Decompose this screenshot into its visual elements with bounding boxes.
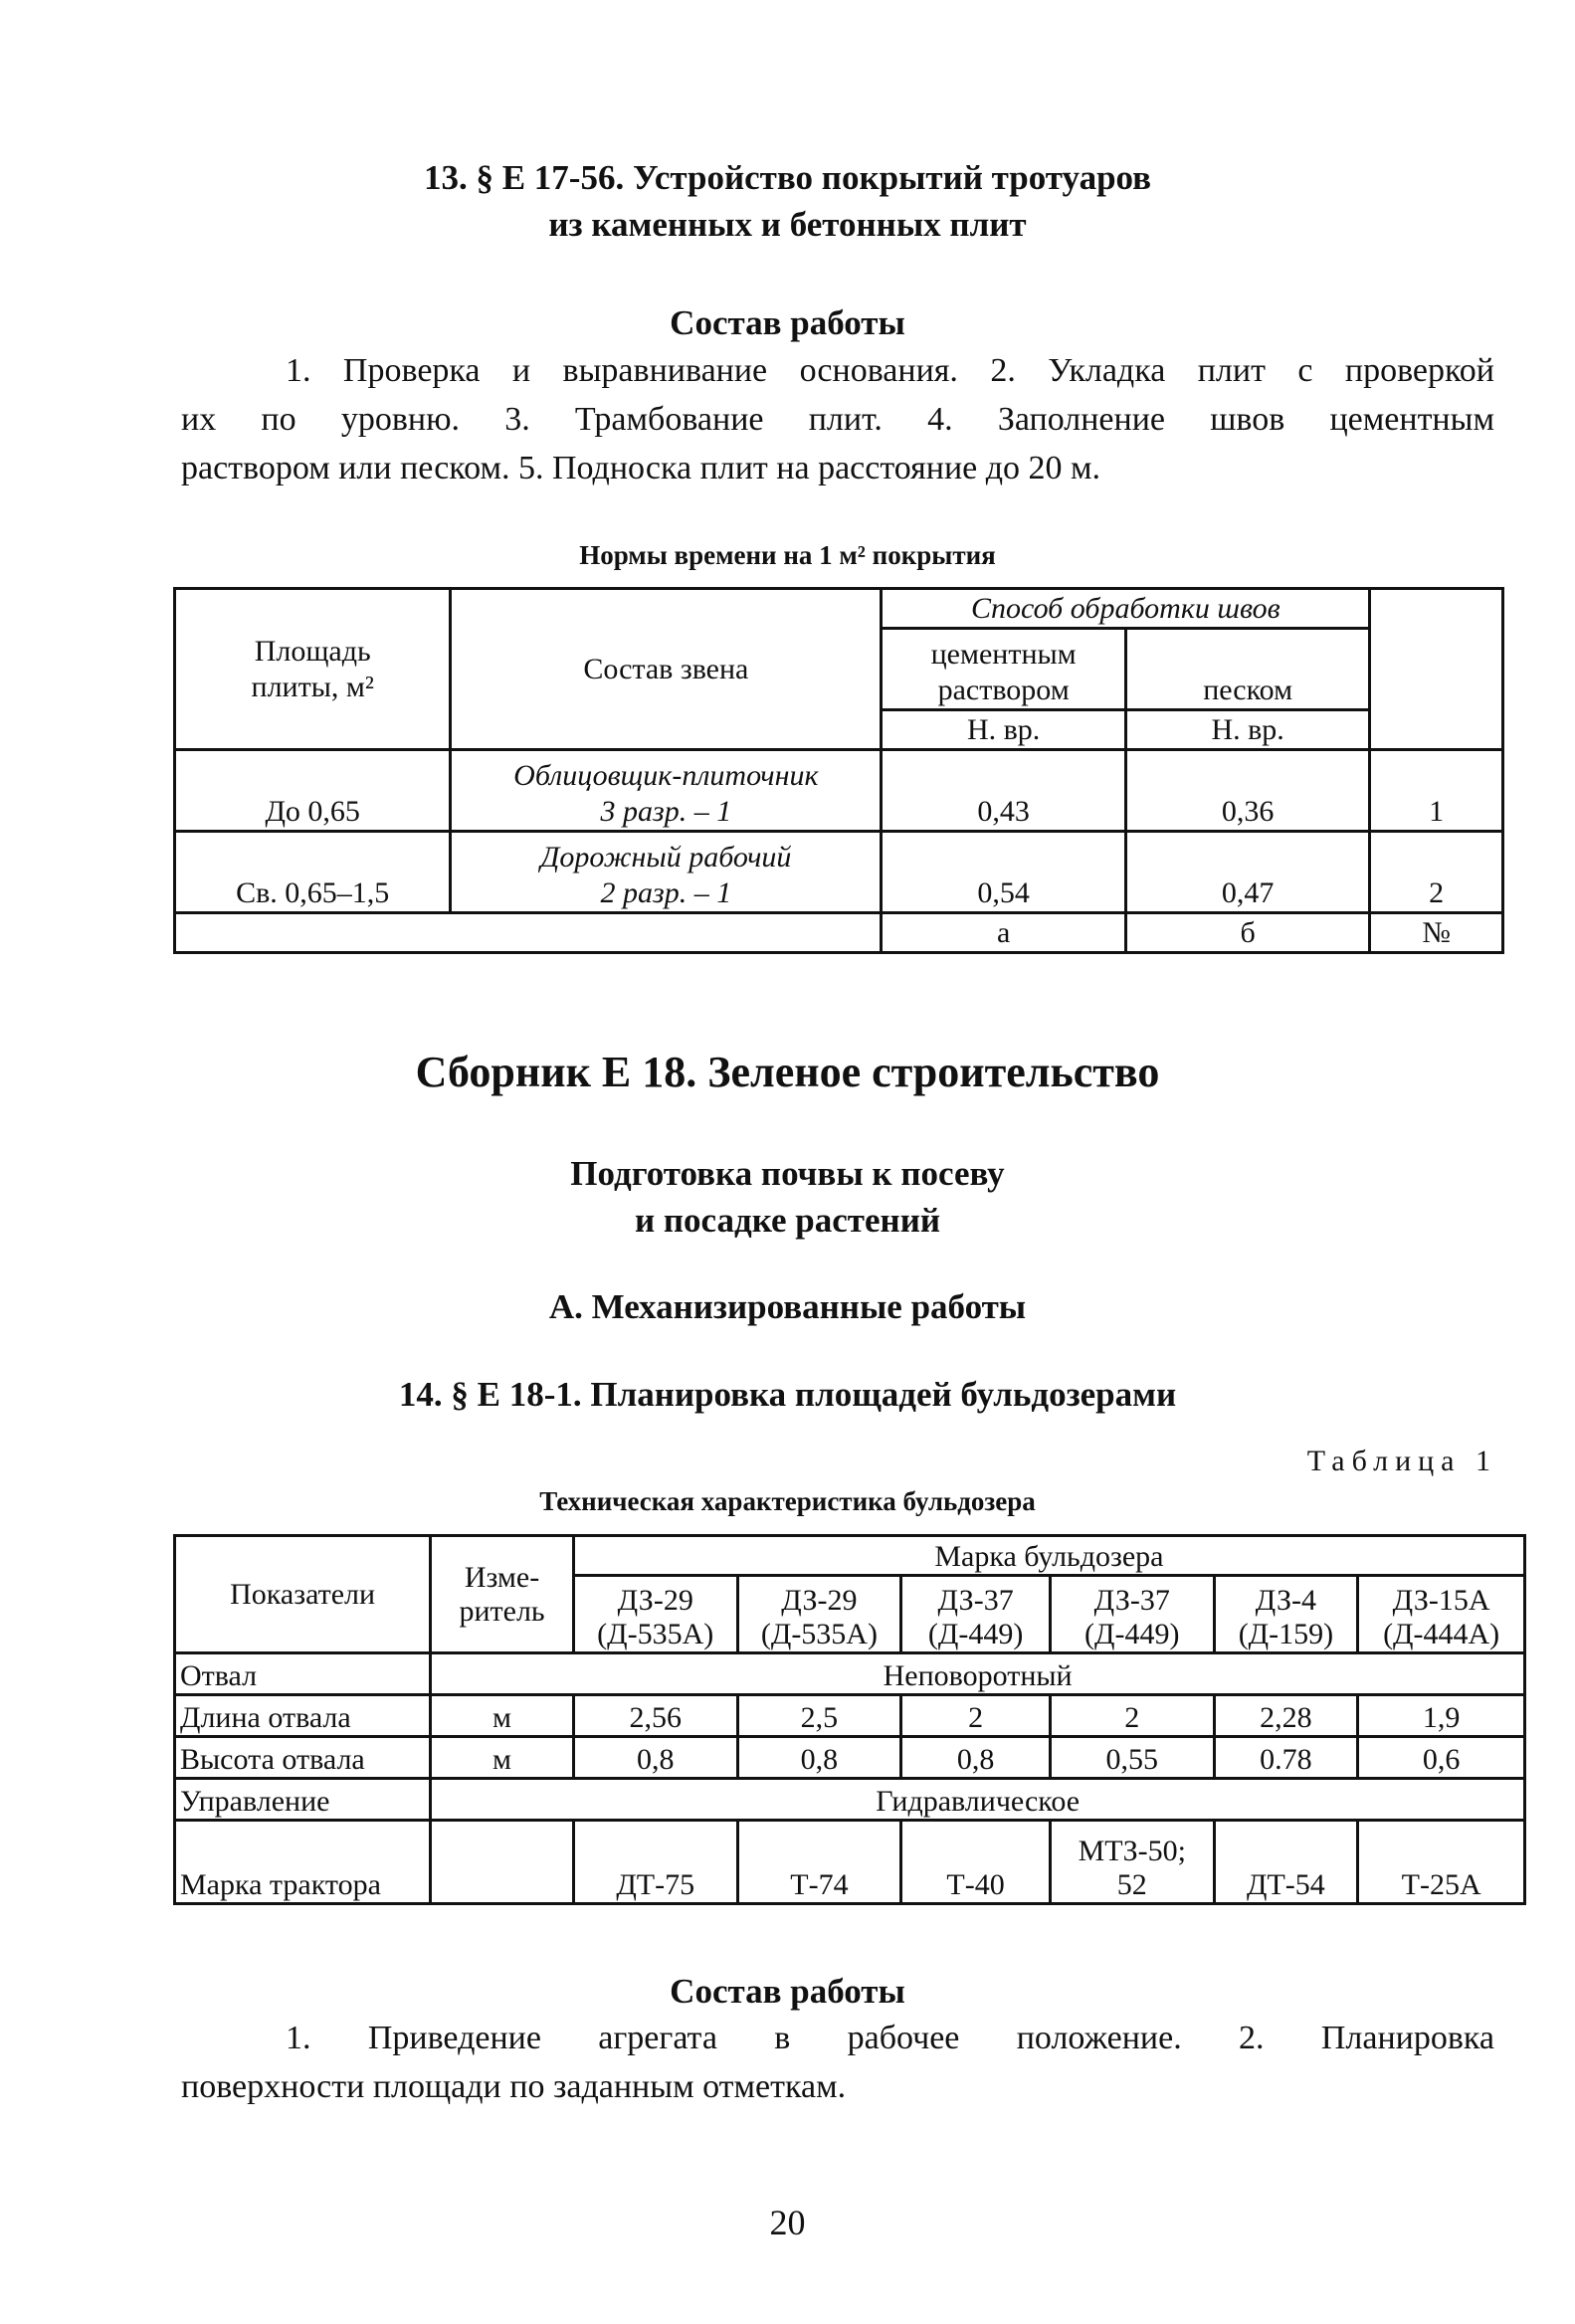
model-name: ДЗ-37 <box>937 1584 1014 1617</box>
table-cell: 0,6 <box>1358 1737 1525 1779</box>
model-header <box>1358 1576 1525 1653</box>
table-row-n: 2 <box>1370 832 1503 913</box>
table-cell: ДТ-54 <box>1214 1821 1358 1904</box>
model-sub: (Д-449) <box>927 1618 1024 1650</box>
table-cell <box>1050 1821 1214 1904</box>
row-control-label: Управление <box>175 1779 431 1821</box>
tractor-mtz-extra: 52 <box>1116 1868 1147 1901</box>
footer-empty <box>175 913 882 953</box>
col-sand-header: песком <box>1125 629 1369 710</box>
footer-a: а <box>882 913 1126 953</box>
work-line-1: 1. Проверка и выравнивание основания. 2. Укладка плит с проверкой <box>286 352 1494 389</box>
bulldozer-spec-table <box>173 1534 1526 1905</box>
table-cell: 2,56 <box>573 1695 737 1737</box>
table-cell: 0,8 <box>573 1737 737 1779</box>
table2-caption: Техническая характеристика бульдозера <box>539 1486 1036 1516</box>
table-row-crew <box>451 832 882 913</box>
col-method-header: Способ обработки швов <box>882 589 1370 629</box>
model-name: ДЗ-4 <box>1255 1584 1317 1617</box>
model-header <box>573 1576 737 1653</box>
model-sub: (Д-449) <box>1084 1618 1180 1650</box>
work2-line-1: 1. Приведение агрегата в рабочее положение. 2. Планировка <box>286 2020 1494 2056</box>
model-sub: (Д-535А) <box>597 1618 714 1650</box>
col-cement-label-2: раствором <box>937 674 1070 706</box>
table1-caption: Нормы времени на 1 м² покрытия <box>579 540 996 570</box>
time-norms-table <box>173 587 1504 954</box>
footer-n: № <box>1370 913 1503 953</box>
page-number: 20 <box>769 2203 806 2242</box>
model-name: ДЗ-15А <box>1392 1584 1490 1617</box>
row-tractor-unit <box>431 1821 574 1904</box>
work-line-2: их по уровню. 3. Трамбование плит. 4. Заполнение швов цементным <box>181 401 1494 438</box>
model-sub: (Д-444А) <box>1383 1618 1500 1650</box>
table-cell: Т-74 <box>737 1821 901 1904</box>
table-row-a: 0,43 <box>882 750 1126 832</box>
model-sub: (Д-535А) <box>760 1618 878 1650</box>
row-height-unit: м <box>431 1737 574 1779</box>
table-row-n: 1 <box>1370 750 1503 832</box>
section-13-title-line2: из каменных и бетонных плит <box>548 205 1027 244</box>
row-blade-value: Неповоротный <box>431 1653 1525 1695</box>
col-nvr-a: Н. вр. <box>882 710 1126 750</box>
model-sub: (Д-159) <box>1238 1618 1334 1650</box>
section-14-title: 14. § Е 18-1. Планировка площадей бульдозерами <box>398 1375 1177 1414</box>
col-measure-header <box>431 1536 574 1653</box>
col-crew-header: Состав звена <box>451 589 882 750</box>
col-number-header <box>1370 589 1503 750</box>
crew-profession: Облицовщик-плиточник <box>513 759 819 792</box>
subheading-soil-1: Подготовка почвы к посеву <box>570 1154 1005 1193</box>
table-cell: 0,8 <box>737 1737 901 1779</box>
col-brand-header: Марка бульдозера <box>573 1536 1524 1576</box>
model-name: ДЗ-37 <box>1093 1584 1170 1617</box>
table-label: Таблица 1 <box>1306 1445 1497 1477</box>
table-cell: 2,28 <box>1214 1695 1358 1737</box>
footer-b: б <box>1125 913 1369 953</box>
table-cell: ДТ-75 <box>573 1821 737 1904</box>
crew-profession: Дорожный рабочий <box>540 841 792 873</box>
col-cement-label: цементным <box>930 638 1077 671</box>
row-length-unit: м <box>431 1695 574 1737</box>
table-cell: 2,5 <box>737 1695 901 1737</box>
row-length-label: Длина отвала <box>175 1695 431 1737</box>
model-header <box>737 1576 901 1653</box>
table-cell: 0,55 <box>1050 1737 1214 1779</box>
table-row-b: 0,47 <box>1125 832 1369 913</box>
model-name: ДЗ-29 <box>781 1584 858 1617</box>
col-area-header <box>175 589 451 750</box>
row-height-label: Высота отвала <box>175 1737 431 1779</box>
table-cell: 0,8 <box>901 1737 1051 1779</box>
table-row-area: Св. 0,65–1,5 <box>175 832 451 913</box>
work-composition-heading-2: Состав работы <box>670 1972 905 2011</box>
model-name: ДЗ-29 <box>617 1584 693 1617</box>
crew-grade: 2 разр. – 1 <box>600 876 732 909</box>
col-measure-label: Изме- <box>464 1560 540 1594</box>
model-header <box>1214 1576 1358 1653</box>
crew-grade: 3 разр. – 1 <box>600 795 732 828</box>
table-row-a: 0,54 <box>882 832 1126 913</box>
col-nvr-b: Н. вр. <box>1125 710 1369 750</box>
col-measure-label-2: ритель <box>459 1594 545 1628</box>
table-cell: 2 <box>901 1695 1051 1737</box>
model-header <box>901 1576 1051 1653</box>
table-row-area: До 0,65 <box>175 750 451 832</box>
table-row-b: 0,36 <box>1125 750 1369 832</box>
row-blade-label: Отвал <box>175 1653 431 1695</box>
work-line-3: раствором или песком. 5. Подноска плит на расстояние до 20 м. <box>181 450 1101 486</box>
work-composition-heading: Состав работы <box>670 303 905 342</box>
work-composition-text-2 <box>181 2014 1494 2111</box>
row-control-value: Гидравлическое <box>431 1779 1525 1821</box>
table-cell: 0.78 <box>1214 1737 1358 1779</box>
row-tractor-label: Марка трактора <box>175 1821 431 1904</box>
tractor-mtz: МТЗ-50; <box>1078 1835 1186 1867</box>
section-13-title-line1: 13. § Е 17-56. Устройство покрытий тротуаров <box>423 158 1152 197</box>
col-cement-header <box>882 629 1126 710</box>
col-area-label: Площадь <box>254 634 371 668</box>
table-cell: 1,9 <box>1358 1695 1525 1737</box>
work2-line-2: поверхности площади по заданным отметкам. <box>181 2068 847 2105</box>
table-row-crew <box>451 750 882 832</box>
table-cell: 2 <box>1050 1695 1214 1737</box>
table-cell: Т-40 <box>901 1821 1051 1904</box>
table-cell: Т-25А <box>1358 1821 1525 1904</box>
work-composition-text <box>181 346 1494 492</box>
collection-title: Сборник Е 18. Зеленое строительство <box>415 1048 1160 1096</box>
subheading-soil-2: и посадке растений <box>634 1201 941 1240</box>
subheading-mechanized: А. Механизированные работы <box>548 1287 1027 1326</box>
col-indicator-header: Показатели <box>175 1536 431 1653</box>
col-area-label-2: плиты, м² <box>251 670 374 703</box>
model-header <box>1050 1576 1214 1653</box>
